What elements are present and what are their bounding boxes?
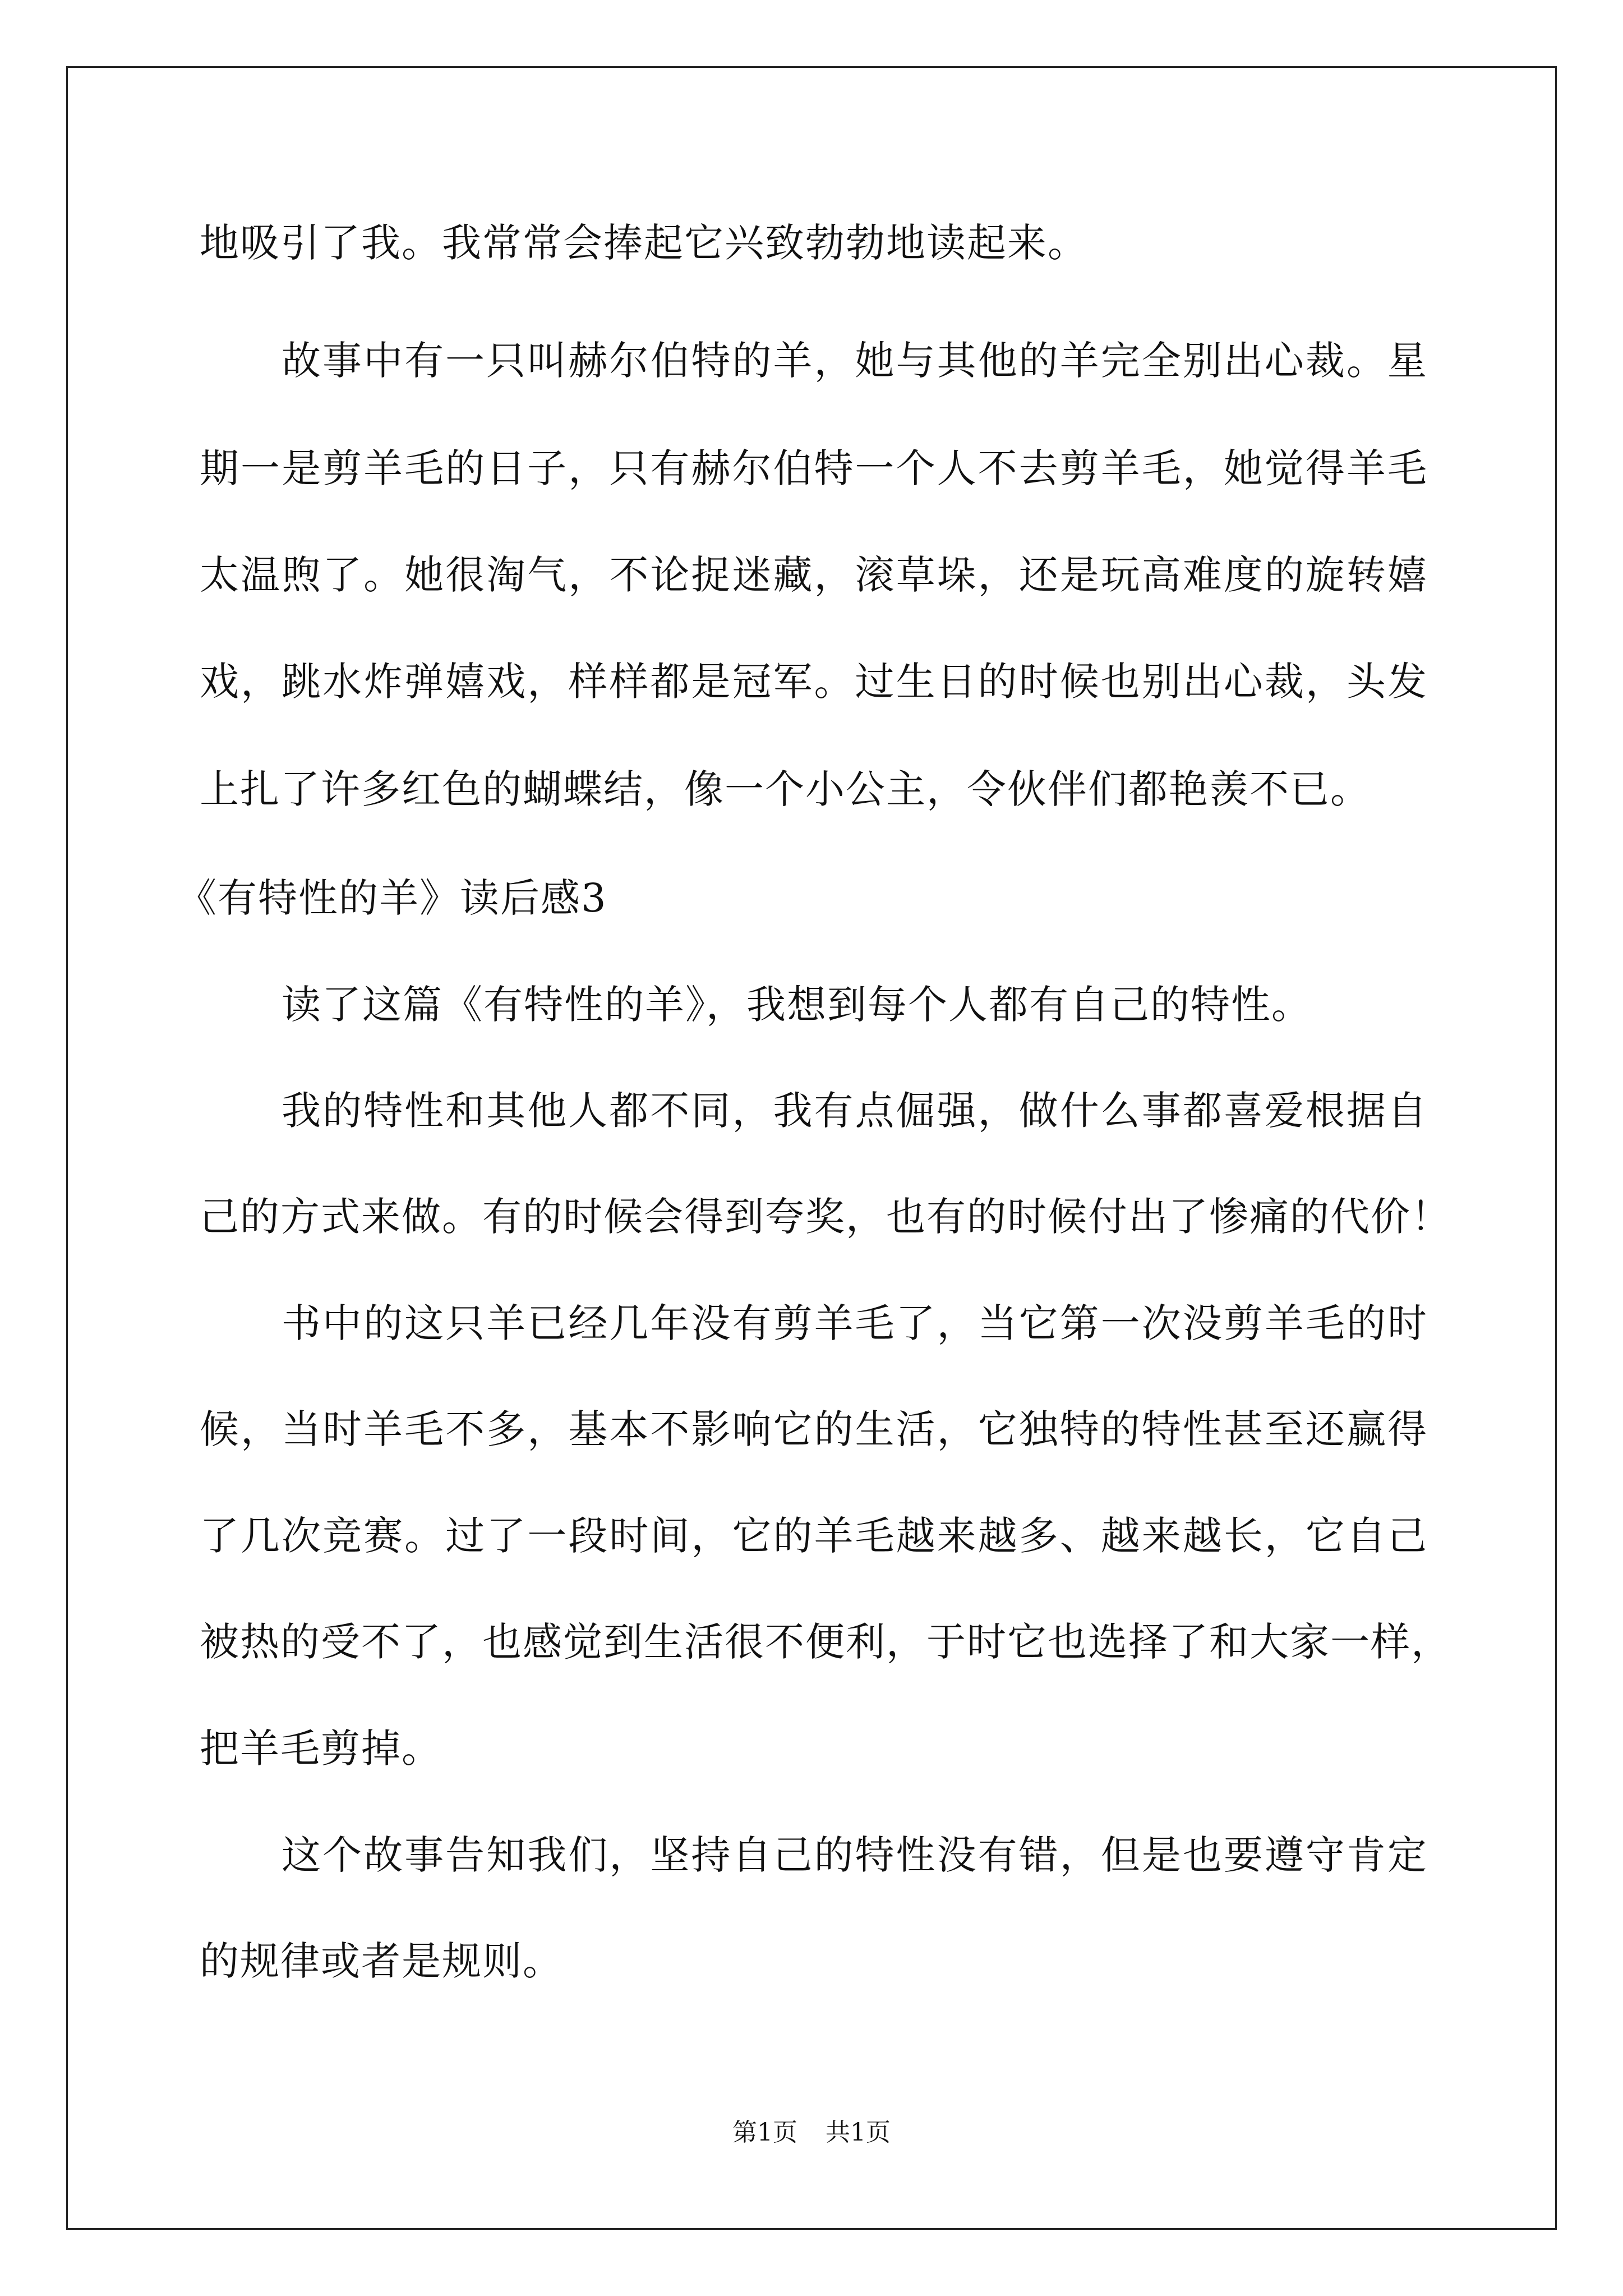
text-line: 这个故事告知我们，坚持自己的特性没有错，但是也要遵守肯定: [282, 1832, 1428, 1878]
text-line: 把羊毛剪掉。: [200, 1726, 442, 1772]
text-line: 书中的这只羊已经几年没有剪羊毛了，当它第一次没剪羊毛的时: [282, 1300, 1428, 1346]
page-number: 第1页: [732, 2118, 797, 2147]
text-line: 地吸引了我。我常常会捧起它兴致勃勃地读起来。: [200, 220, 1088, 266]
text-line: 戏，跳水炸弹嬉戏，样样都是冠军。过生日的时候也别出心裁，头发: [200, 659, 1428, 705]
text-line: 被热的受不了，也感觉到生活很不便利，于时它也选择了和大家一样，: [200, 1619, 1451, 1665]
text-line: 我的特性和其他人都不同，我有点倔强，做什么事都喜爱根据自: [282, 1088, 1428, 1134]
section-heading: 《有特性的羊》读后感3: [177, 875, 607, 921]
text-line: 故事中有一只叫赫尔伯特的羊，她与其他的羊完全别出心裁。星: [282, 338, 1428, 384]
text-line: 的规律或者是规则。: [200, 1938, 563, 1984]
text-line: 己的方式来做。有的时候会得到夸奖，也有的时候付出了惨痛的代价！: [200, 1194, 1451, 1240]
text-line: 了几次竞赛。过了一段时间，它的羊毛越来越多、越来越长，它自己: [200, 1513, 1428, 1559]
page-footer: [0, 2120, 1623, 2145]
text-line: 读了这篇《有特性的羊》，我想到每个人都有自己的特性。: [282, 982, 1312, 1028]
page-border: [66, 66, 1557, 2230]
text-line: 上扎了许多红色的蝴蝶结，像一个小公主，令伙伴们都艳羡不已。: [200, 766, 1371, 812]
text-line: 太温煦了。她很淘气，不论捉迷藏，滚草垛，还是玩高难度的旋转嬉: [200, 552, 1428, 598]
text-line: 期一是剪羊毛的日子，只有赫尔伯特一个人不去剪羊毛，她觉得羊毛: [200, 445, 1428, 491]
text-line: 候，当时羊毛不多，基本不影响它的生活，它独特的特性甚至还赢得: [200, 1406, 1428, 1452]
page-count: 共1页: [826, 2118, 891, 2147]
